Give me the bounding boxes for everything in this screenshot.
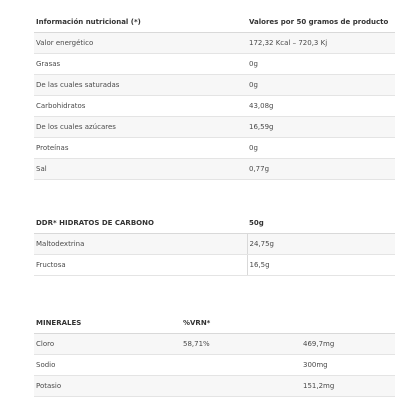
table-row	[34, 376, 395, 397]
nutrient-name: Proteínas	[34, 138, 247, 159]
header-cell	[301, 314, 395, 334]
header-cell: Información nutricional (*)	[34, 13, 247, 33]
nutrient-value: 172,32 Kcal – 720,3 Kj	[247, 33, 395, 54]
nutrient-name: Carbohidratos	[34, 96, 247, 117]
carb-name: Fructosa	[34, 255, 247, 276]
nutrient-name: Grasas	[34, 54, 247, 75]
nutrient-value: 0g	[247, 138, 395, 159]
carb-value: 24,75g	[247, 234, 395, 255]
table-row	[34, 117, 395, 138]
minerals-table-header	[34, 314, 395, 334]
table-row	[34, 138, 395, 159]
carb-value: 16,5g	[247, 255, 395, 276]
nutrient-value: 43,08g	[247, 96, 395, 117]
mineral-amount: 300mg	[301, 355, 395, 376]
nutrient-value: 0,77g	[247, 159, 395, 180]
mineral-vrn	[181, 376, 301, 397]
header-cell: Valores por 50 gramos de producto	[247, 13, 395, 33]
carbs-table	[34, 214, 395, 276]
carb-name: Maltodextrina	[34, 234, 247, 255]
table-row	[34, 96, 395, 117]
nutrition-table-header	[34, 13, 395, 33]
header-cell: MINERALES	[34, 314, 181, 334]
table-row	[34, 234, 395, 255]
header-cell: 50g	[247, 214, 395, 234]
mineral-name: Sodio	[34, 355, 181, 376]
nutrient-name: Valor energético	[34, 33, 247, 54]
nutrient-value: 0g	[247, 54, 395, 75]
carbs-table-header	[34, 214, 395, 234]
mineral-name: Potasio	[34, 376, 181, 397]
table-row	[34, 159, 395, 180]
mineral-amount: 469,7mg	[301, 334, 395, 355]
nutrient-value: 16,59g	[247, 117, 395, 138]
mineral-vrn: 58,71%	[181, 334, 301, 355]
nutrition-table	[34, 13, 395, 180]
table-row	[34, 33, 395, 54]
table-row	[34, 255, 395, 276]
nutrient-name: De las cuales saturadas	[34, 75, 247, 96]
header-cell: %VRN*	[181, 314, 301, 334]
mineral-vrn	[181, 355, 301, 376]
table-row	[34, 54, 395, 75]
nutrient-name: Sal	[34, 159, 247, 180]
header-cell: DDR* HIDRATOS DE CARBONO	[34, 214, 247, 234]
table-row	[34, 75, 395, 96]
mineral-amount: 151,2mg	[301, 376, 395, 397]
nutrient-value: 0g	[247, 75, 395, 96]
table-row	[34, 334, 395, 355]
minerals-table	[34, 314, 395, 397]
mineral-name: Cloro	[34, 334, 181, 355]
nutrient-name: De los cuales azúcares	[34, 117, 247, 138]
table-row	[34, 355, 395, 376]
